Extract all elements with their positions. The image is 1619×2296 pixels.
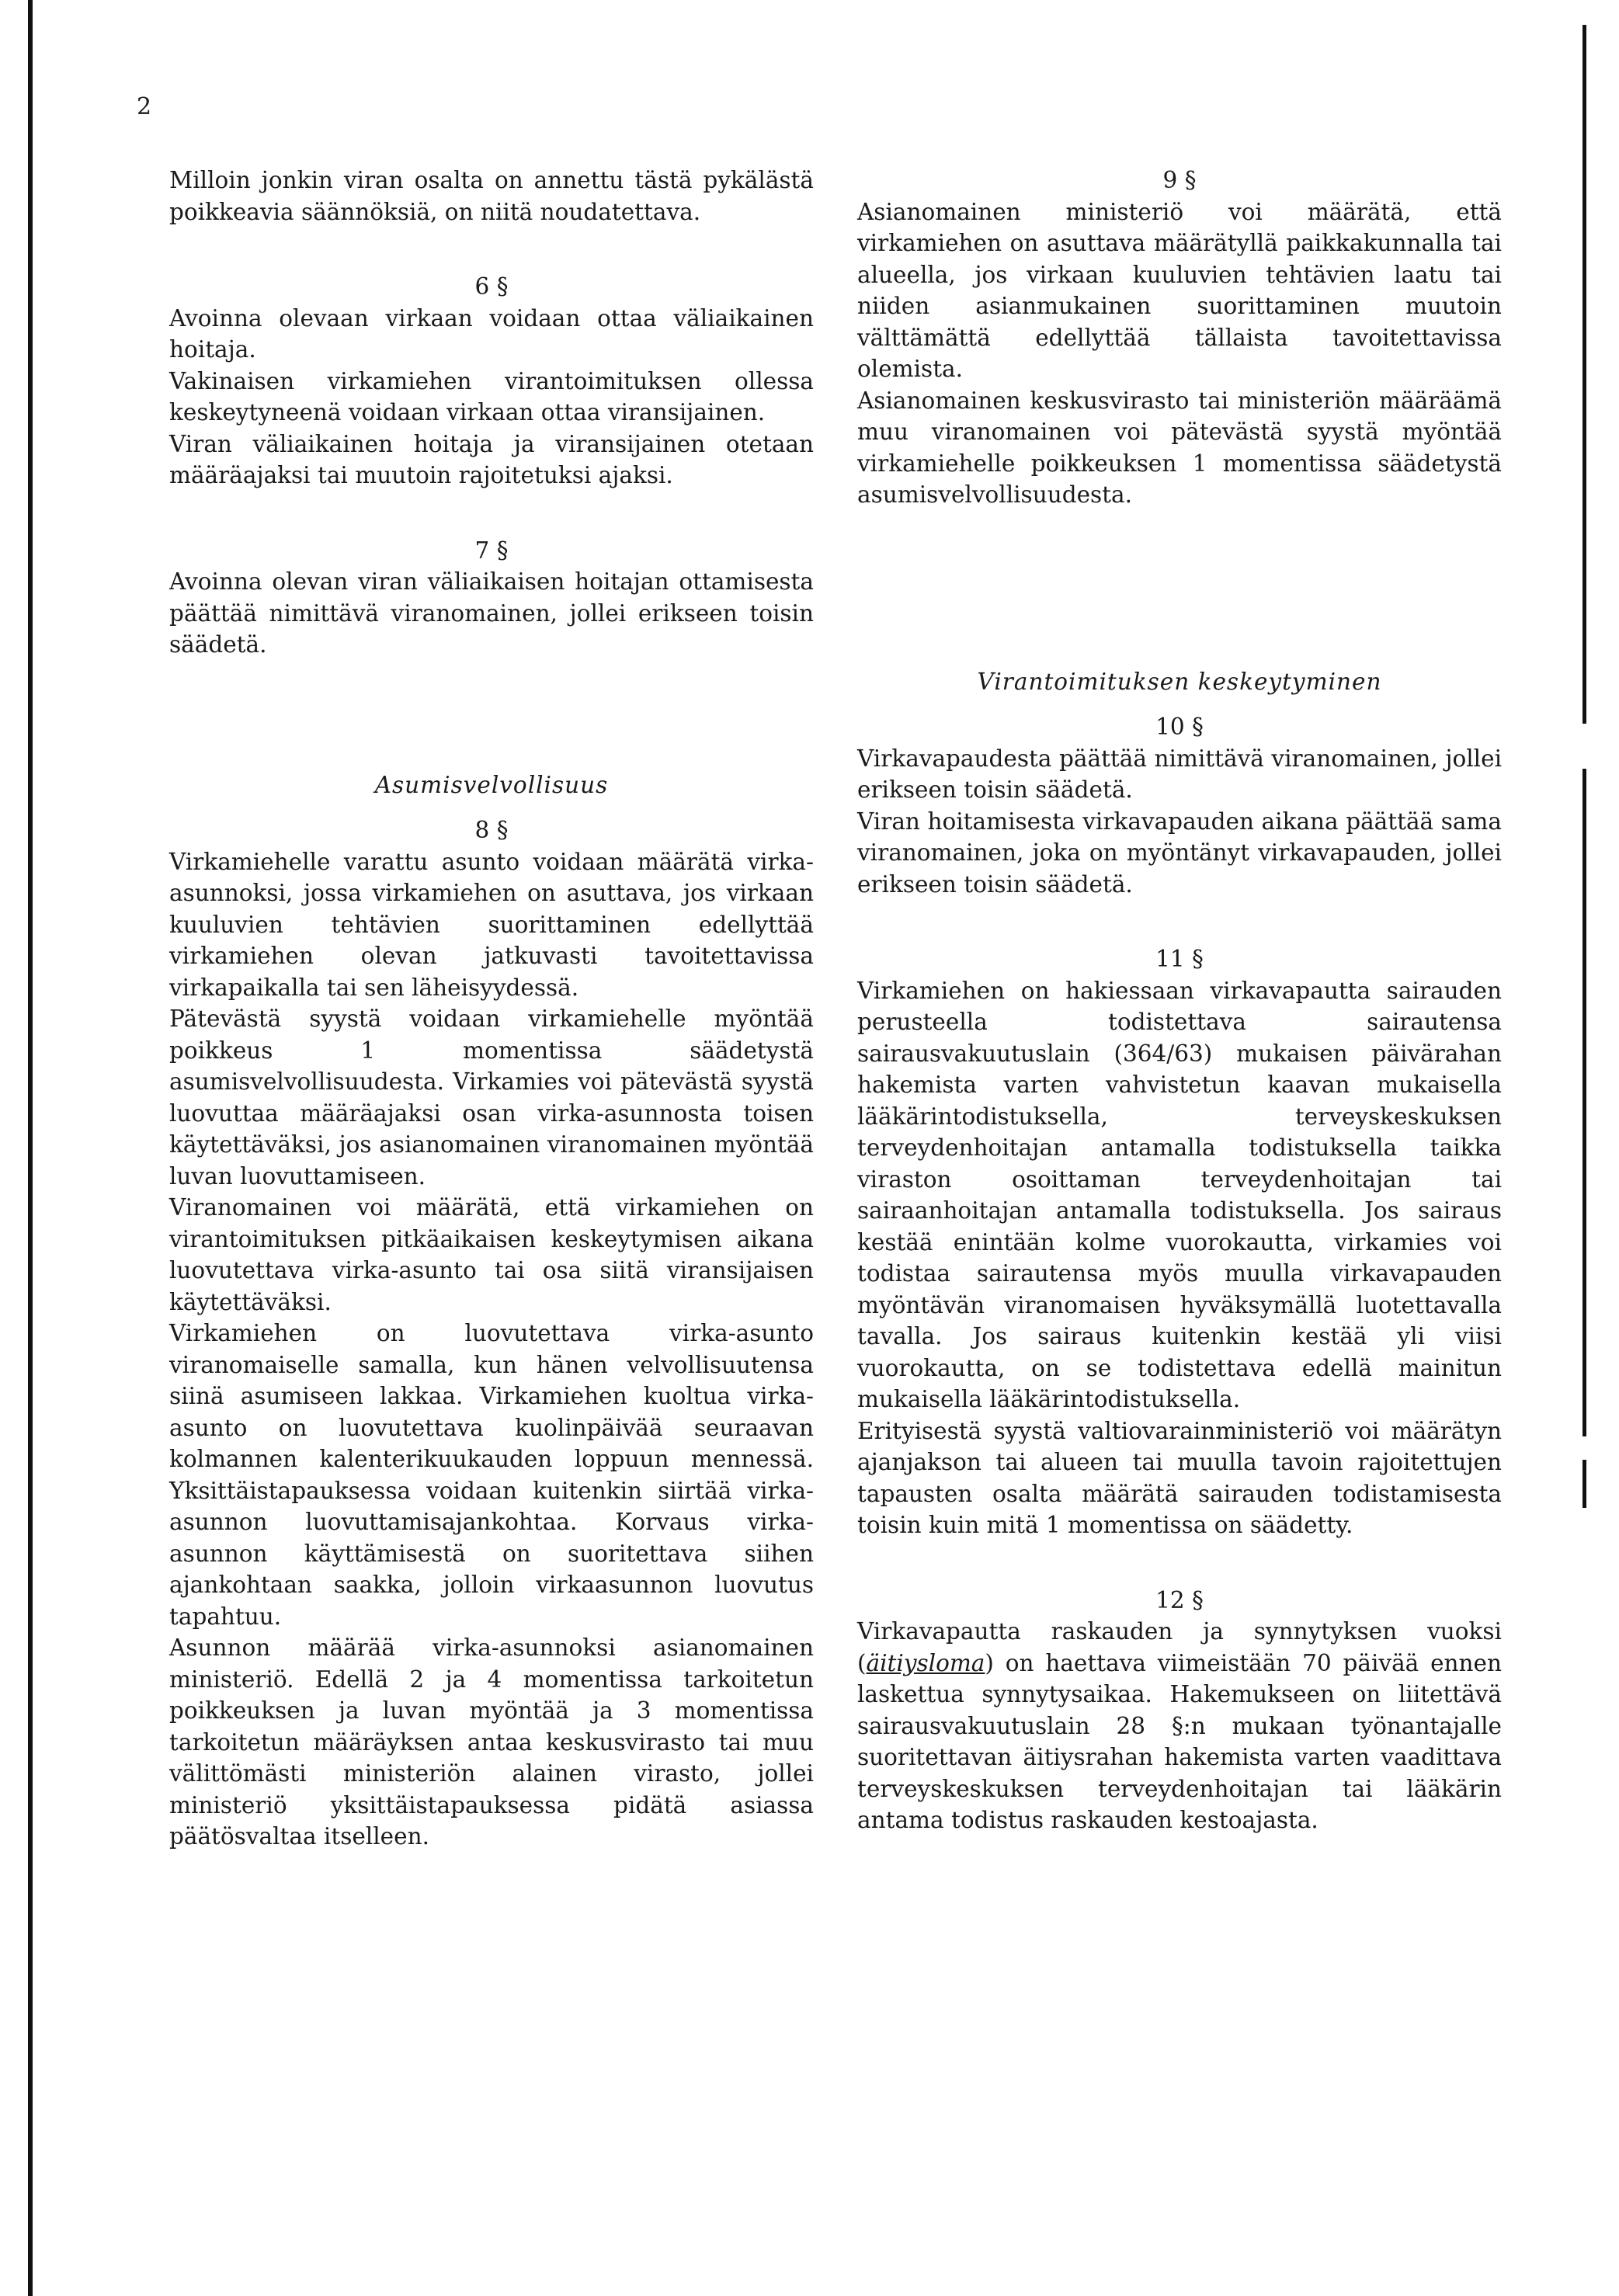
right-column xyxy=(857,165,1502,1836)
section-10-paragraph-1: Virkavapaudesta päättää nimittävä viranomainen, jollei erikseen toisin säädetä. xyxy=(857,745,1502,803)
section-8-paragraph-5: Asunnon määrää virka-asunnoksi asianomainen ministeriö. Edellä 2 ja 4 momentissa tarkoitetun poikkeuksen ja luvan myöntää ja 3 momentissa tarkoitetun määräyksen antaa keskusvirasto tai muu välittömästi ministeriön alainen virasto, jollei ministeriö yksittäistapauksessa pidätä asiassa päätösvaltaa itselleen. xyxy=(169,1634,814,1850)
left-margin-rule xyxy=(28,0,33,2296)
section-8-paragraph-1: Virkamiehelle varattu asunto voidaan määrätä virka-asunnoksi, jossa virkamiehen on asuttava, jos virkaan kuuluvien tehtävien suorittaminen edellyttää virkamiehen olevan jatkuvasti tavoitettavissa virkapaikalla tai sen läheisyydessä. xyxy=(169,848,814,1001)
right-margin-rule-middle xyxy=(1583,769,1586,1436)
section-8-heading: 8 § xyxy=(474,817,509,843)
section-6-heading: 6 § xyxy=(474,273,509,300)
section-12-text-start: Virkavapautta raskauden ja synnytyksen vuoksi ( xyxy=(857,1618,1502,1676)
section-12-paragraph-1 xyxy=(857,1616,1502,1836)
section-6-paragraph-3: Viran väliaikainen hoitaja ja viransijainen otetaan määräajaksi tai muutoin rajoitetuksi ajaksi. xyxy=(169,430,814,488)
interruption-heading: Virantoimituksen keskeytyminen xyxy=(977,668,1382,695)
page-number: 2 xyxy=(137,93,152,120)
section-10-paragraph-2: Viran hoitamisesta virkavapauden aikana päättää sama viranomainen, joka on myöntänyt virkavapauden, jollei erikseen toisin säädetä. xyxy=(857,808,1502,898)
section-9-paragraph-1: Asianomainen ministeriö voi määrätä, että virkamiehen on asuttava määrätyllä paikkakunnalla tai alueella, jos virkaan kuuluvien tehtävien laatu tai niiden asianmukainen suorittaminen muutoin välttämättä edellyttää tällaista tavoitettavissa olemista. xyxy=(857,198,1502,382)
section-9-heading: 9 § xyxy=(1162,167,1197,193)
intro-paragraph: Milloin jonkin viran osalta on annettu tästä pykälästä poikkeavia säännöksiä, on niitä noudatettava. xyxy=(169,167,814,225)
section-8-paragraph-4: Virkamiehen on luovutettava virka-asunto viranomaiselle samalla, kun hänen velvollisuutensa siinä asumiseen lakkaa. Virkamiehen kuoltua virka-asunto on luovutettava kuolinpäivää seuraavan kolmannen kalenterikuukauden loppuun mennessä. Yksittäistapauksessa voidaan kuitenkin siirtää virka-asunnon luovuttamisajankohtaa. Korvaus virka-asunnon käyttämisestä on suoritettava siihen ajankohtaan saakka, jolloin virkaasunnon luovutus tapahtuu. xyxy=(169,1320,814,1630)
left-column xyxy=(169,165,814,1853)
section-12-italic-term: äitiysloma xyxy=(866,1649,985,1676)
section-10-heading: 10 § xyxy=(1155,714,1204,740)
section-11-paragraph-2: Erityisestä syystä valtiovarainministeriö voi määrätyn ajanjakson tai alueen tai muulla tavoin rajoitettujen tapausten osalta määrätä sairauden todistamisesta toisin kuin mitä 1 momentissa on säädetty. xyxy=(857,1417,1502,1538)
section-9-paragraph-2: Asianomainen keskusvirasto tai ministeriön määräämä muu viranomainen voi pätevästä syystä myöntää virkamiehelle poikkeuksen 1 momentissa säädetystä asumisvelvollisuudesta. xyxy=(857,387,1502,508)
section-12-text-end: ) on haettava viimeistään 70 päivää ennen laskettua synnytysaikaa. Hakemukseen on liitettävä sairausvakuutuslain 28 §:n mukaan työnantajalle suoritettavan äitiysrahan hakemista varten vaadittava terveyskeskuksen terveydenhoitajan tai lääkärin antama todistus raskauden kestoajasta. xyxy=(857,1649,1502,1833)
section-11-paragraph-1: Virkamiehen on hakiessaan virkavapautta sairauden perusteella todistettava sairautensa sairausvakuutuslain (364/63) mukaisen päivärahan hakemista varten vahvistetun kaavan mukaisella lääkärintodistuksella, terveyskeskuksen terveydenhoitajan antamalla todistuksella taikka viraston osoittaman terveydenhoitajan tai sairaanhoitajan antamalla todistuksella. Jos sairaus kestää enintään kolme vuorokautta, virkamies voi todistaa sairautensa myös muulla virkavapauden myöntävän viranomaisen hyväksymällä luotettavalla tavalla. Jos sairaus kuitenkin kestää yli viisi vuorokautta, on se todistettava edellä mainitun mukaisella lääkärintodistuksella. xyxy=(857,977,1502,1412)
right-margin-rule-bottom xyxy=(1583,1460,1586,1508)
section-8-paragraph-2: Pätevästä syystä voidaan virkamiehelle myöntää poikkeus 1 momentissa säädetystä asumisvelvollisuudesta. Virkamies voi pätevästä syystä luovuttaa määräajaksi osan virka-asunnosta toisen käytettäväksi, jos asianomainen viranomainen myöntää luvan luovuttamiseen. xyxy=(169,1006,814,1190)
right-margin-rule-top xyxy=(1583,25,1586,724)
section-7-heading: 7 § xyxy=(474,537,509,564)
section-7-paragraph-1: Avoinna olevan viran väliaikaisen hoitajan ottamisesta päättää nimittävä viranomainen, jollei erikseen toisin säädetä. xyxy=(169,568,814,658)
housing-obligation-heading: Asumisvelvollisuus xyxy=(374,771,609,798)
section-11-heading: 11 § xyxy=(1155,946,1204,972)
section-6-paragraph-2: Vakinaisen virkamiehen virantoimituksen ollessa keskeytyneenä voidaan virkaan ottaa viransijainen. xyxy=(169,367,814,426)
section-6-paragraph-1: Avoinna olevaan virkaan voidaan ottaa väliaikainen hoitaja. xyxy=(169,304,814,363)
section-8-paragraph-3: Viranomainen voi määrätä, että virkamiehen on virantoimituksen pitkäaikaisen keskeytymisen aikana luovutettava virka-asunto tai osa siitä viransijaisen käytettäväksi. xyxy=(169,1194,814,1315)
section-12-heading: 12 § xyxy=(1155,1586,1204,1613)
